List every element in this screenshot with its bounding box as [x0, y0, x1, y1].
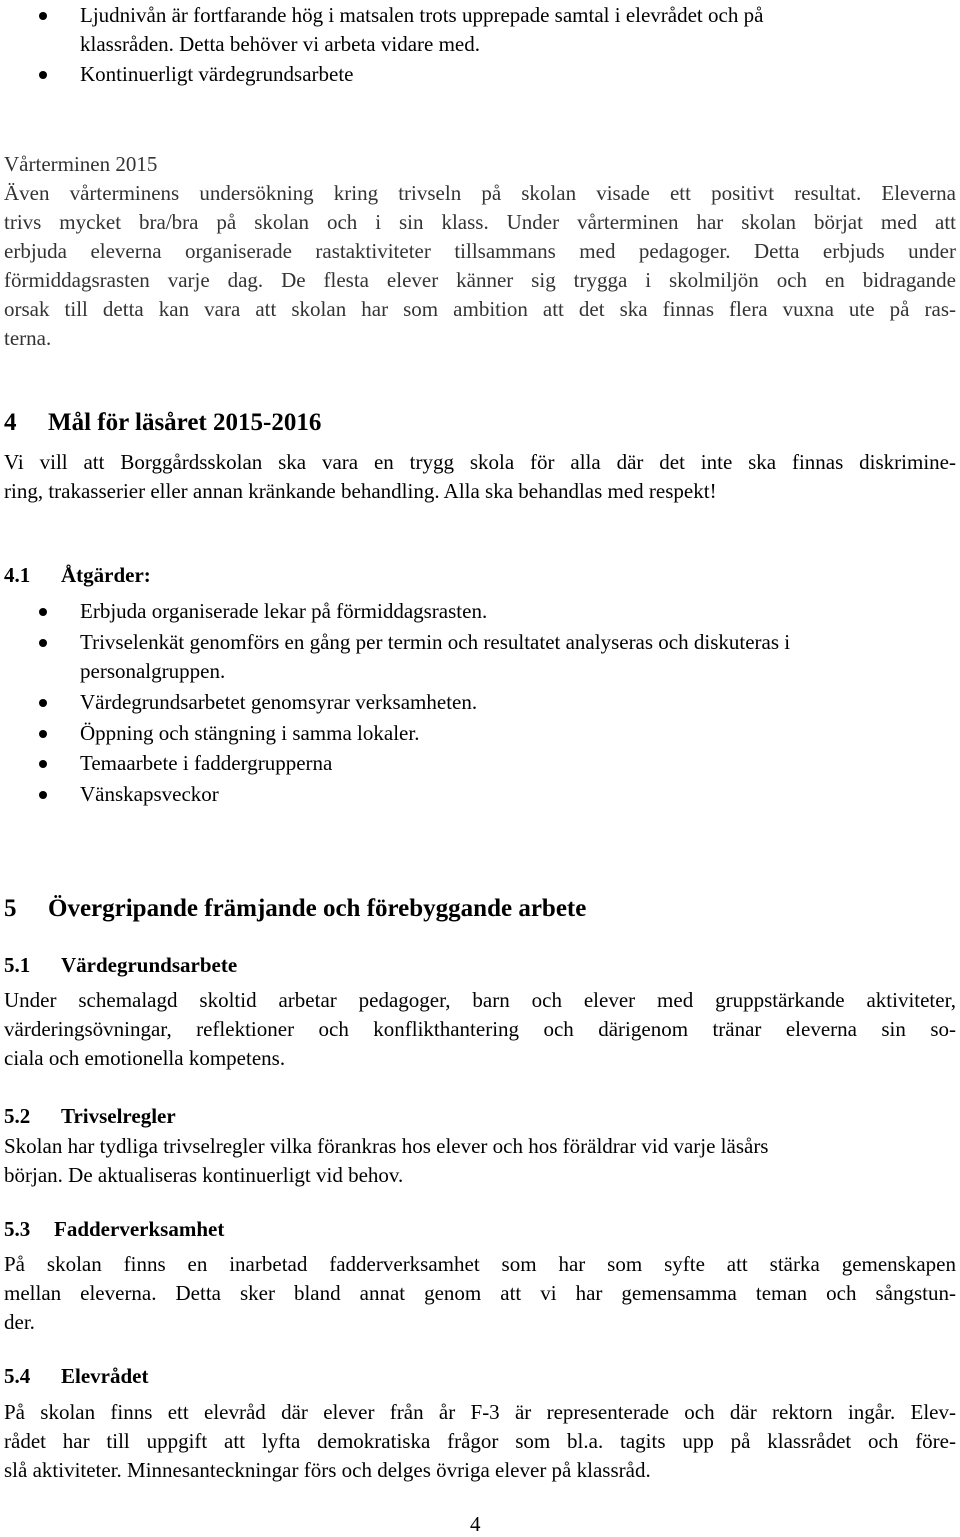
- section-title: Elevrådet: [61, 1364, 149, 1388]
- list-item-text: Öppning och stängning i samma lokaler.: [80, 721, 420, 745]
- bullet-icon: [39, 12, 47, 20]
- paragraph-line: mellan eleverna. Detta sker bland annat genom att vi har gemensamma teman och sångstun-: [4, 1281, 956, 1305]
- section-number: 5: [4, 895, 17, 922]
- section-heading-5: [4, 892, 586, 926]
- paragraph-line: ring, trakasserier eller annan kränkande behandling. Alla ska behandlas med respekt!: [4, 479, 717, 503]
- list-item-text: Erbjuda organiserade lekar på förmiddagsrasten.: [80, 599, 488, 623]
- bullet-icon: [39, 791, 47, 799]
- paragraph-line: förmiddagsrasten varje dag. De flesta elever känner sig trygga i skolmiljön och en bidragande: [4, 268, 956, 292]
- list-item-text: Temaarbete i faddergrupperna: [80, 751, 333, 775]
- section-number: 5.2: [4, 1104, 31, 1128]
- list-item-text: Värdegrundsarbetet genomsyrar verksamheten.: [80, 690, 478, 714]
- bullet-icon: [39, 730, 47, 738]
- bullet-icon: [39, 699, 47, 707]
- paragraph-line: erbjuda eleverna organiserade rastaktiviteter tillsammans med pedagoger. Detta erbjuds under: [4, 239, 956, 263]
- paragraph-line: På skolan finns ett elevråd där elever från år F-3 är representerade och där rektorn ingår. Elev-: [4, 1400, 956, 1424]
- list-item-text: personalgruppen.: [80, 659, 226, 683]
- paragraph-line: värderingsövningar, reflektioner och konflikthantering och därigenom tränar eleverna sin so-: [4, 1017, 956, 1041]
- section-title: Fadderverksamhet: [54, 1217, 225, 1241]
- section-title: Åtgärder:: [61, 563, 151, 587]
- bullet-icon: [39, 639, 47, 647]
- section-number: 5.3: [4, 1217, 31, 1241]
- list-item-text: Vänskapsveckor: [80, 782, 219, 806]
- section-heading-5-3: [4, 1214, 224, 1244]
- subheading-spring: Vårterminen 2015: [4, 152, 158, 176]
- list-item: [0, 0, 960, 30]
- paragraph-line: Vi vill att Borggårdsskolan ska vara en trygg skola för alla där det inte ska finnas diskrimine-: [4, 450, 956, 474]
- list-item: [0, 59, 960, 89]
- paragraph-line: På skolan finns en inarbetad fadderverksamhet som har som syfte att stärka gemenskapen: [4, 1252, 956, 1276]
- section-number: 4.1: [4, 563, 31, 587]
- section-title: Värdegrundsarbete: [61, 953, 238, 977]
- page-number: 4: [470, 1512, 481, 1536]
- section-number: 4: [4, 409, 17, 436]
- paragraph-line: slå aktiviteter. Minnesanteckningar förs och delges övriga elever på klassråd.: [4, 1458, 651, 1482]
- section-number: 5.4: [4, 1364, 31, 1388]
- list-item: [0, 687, 960, 717]
- section-title: Övergripande främjande och förebyggande arbete: [48, 895, 587, 922]
- bullet-icon: [39, 71, 47, 79]
- section-title: Trivselregler: [61, 1104, 176, 1128]
- list-item: [0, 718, 960, 748]
- list-item: [0, 779, 960, 809]
- paragraph-line: Även vårterminens undersökning kring trivseln på skolan visade ett positivt resultat. Eleverna: [4, 181, 956, 205]
- paragraph-line: Under schemalagd skoltid arbetar pedagoger, barn och elever med gruppstärkande aktiviteter,: [4, 988, 956, 1012]
- paragraph-line: der.: [4, 1310, 35, 1334]
- section-title: Mål för läsåret 2015-2016: [48, 409, 322, 436]
- section-number: 5.1: [4, 953, 31, 977]
- bullet-icon: [39, 608, 47, 616]
- paragraph-line: orsak till detta kan vara att skolan har som ambition att det ska finnas flera vuxna ute på ras-: [4, 297, 956, 321]
- paragraph-line: ciala och emotionella kompetens.: [4, 1046, 286, 1070]
- paragraph-line: Skolan har tydliga trivselregler vilka förankras hos elever och hos föräldrar vid varje läsårs: [4, 1134, 769, 1158]
- list-item-text: Kontinuerligt värdegrundsarbete: [80, 62, 354, 86]
- list-item-text: klassråden. Detta behöver vi arbeta vidare med.: [80, 32, 480, 56]
- list-item: [0, 627, 960, 657]
- list-item: [0, 748, 960, 778]
- section-heading-4-1: [4, 560, 151, 590]
- bullet-icon: [39, 760, 47, 768]
- section-heading-5-4: [4, 1361, 148, 1391]
- paragraph-line: rådet har till uppgift att lyfta demokratiska frågor som bl.a. tagits upp på klassrådet och före-: [4, 1429, 956, 1453]
- list-item-text: Ljudnivån är fortfarande hög i matsalen trots upprepade samtal i elevrådet och på: [80, 3, 764, 27]
- list-item: [0, 596, 960, 626]
- paragraph-line: början. De aktualiseras kontinuerligt vid behov.: [4, 1163, 404, 1187]
- paragraph-line: trivs mycket bra/bra på skolan och i sin klass. Under vårterminen har skolan börjat med att: [4, 210, 956, 234]
- section-heading-4: [4, 406, 321, 440]
- paragraph-line: terna.: [4, 326, 52, 350]
- section-heading-5-1: [4, 950, 237, 980]
- list-item-text: Trivselenkät genomförs en gång per termin och resultatet analyseras och diskuteras i: [80, 630, 791, 654]
- section-heading-5-2: [4, 1101, 176, 1131]
